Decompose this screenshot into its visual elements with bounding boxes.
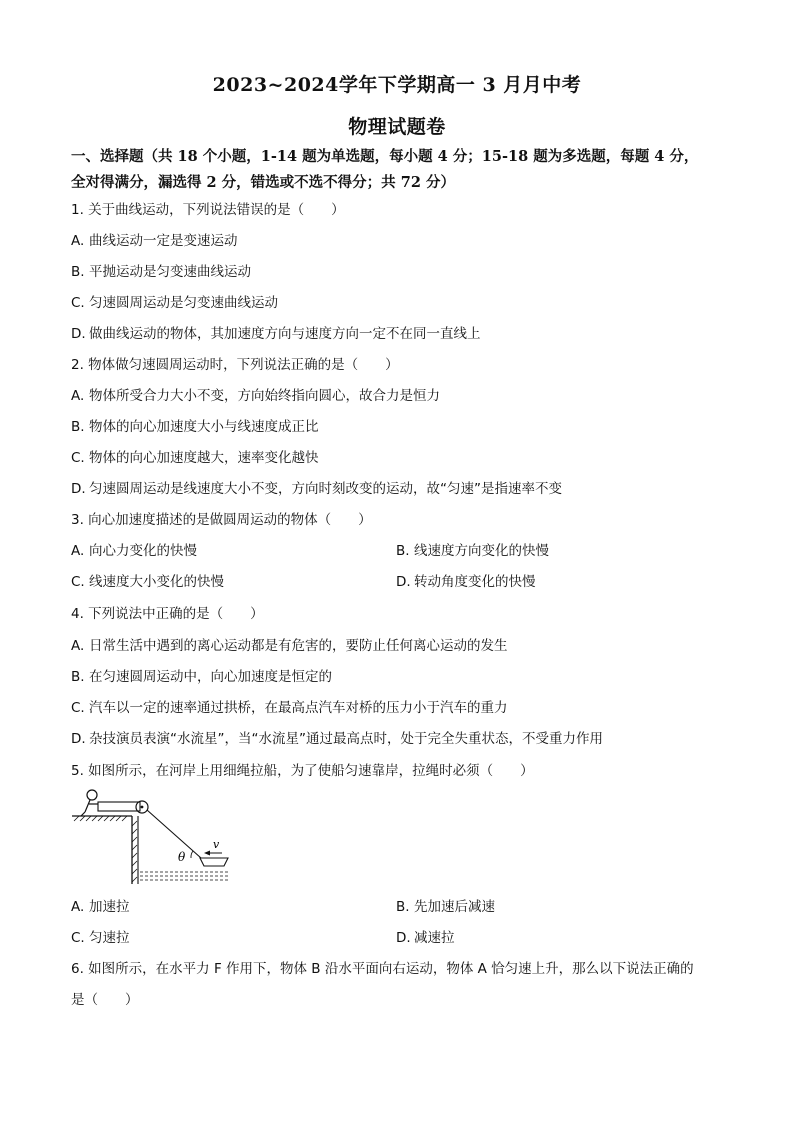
question-5-option-b bbox=[396, 897, 495, 917]
option-text: 物体的向心加速度越大，速率变化越快 bbox=[89, 450, 319, 466]
question-1-stem: 1. 关于曲线运动，下列说法错误的是（ ） bbox=[71, 202, 345, 218]
rope-winch bbox=[98, 802, 140, 811]
option-text: 向心力变化的快慢 bbox=[89, 543, 197, 559]
option-letter: D. bbox=[71, 481, 86, 497]
question-2-option-c bbox=[71, 448, 319, 468]
person-body bbox=[85, 800, 90, 812]
option-letter: B. bbox=[71, 669, 85, 685]
option-text: 匀速拉 bbox=[89, 930, 130, 946]
velocity-arrowhead bbox=[204, 851, 210, 856]
option-letter: A. bbox=[71, 388, 85, 404]
question-1-option-b bbox=[71, 262, 251, 282]
option-text: 转动角度变化的快慢 bbox=[414, 574, 536, 590]
question-5-option-d bbox=[396, 928, 455, 948]
option-text: 平抛运动是匀变速曲线运动 bbox=[89, 264, 251, 280]
option-text: 杂技演员表演“水流星”，当“水流星”通过最高点时，处于完全失重状态，不受重力作用 bbox=[89, 731, 603, 747]
question-3-stem: 3. 向心加速度描述的是做圆周运动的物体（ ） bbox=[71, 512, 372, 528]
section-heading-line-2: 全对得满分，漏选得 2 分，错选或不选不得分；共 72 分） bbox=[71, 174, 455, 191]
wall-hatch bbox=[132, 821, 137, 882]
question-3-option-a bbox=[71, 541, 197, 561]
question-6-stem-line-1: 6. 如图所示，在水平力 F 作用下，物体 B 沿水平面向右运动，物体 A 恰匀速上升，那么以下说法正确的 bbox=[71, 961, 694, 977]
option-text: 减速拉 bbox=[414, 930, 455, 946]
option-text: 做曲线运动的物体，其加速度方向与速度方向一定不在同一直线上 bbox=[89, 326, 481, 342]
option-text: 加速拉 bbox=[89, 899, 130, 915]
question-5-stem: 5. 如图所示，在河岸上用细绳拉船，为了使船匀速靠岸，拉绳时必须（ ） bbox=[71, 763, 534, 779]
question-6-stem-line-2: 是（ ） bbox=[71, 992, 139, 1008]
river-boat-figure bbox=[70, 786, 230, 888]
question-2-option-a bbox=[71, 386, 440, 406]
option-letter: D. bbox=[396, 930, 411, 946]
option-letter: A. bbox=[71, 233, 85, 249]
boat bbox=[200, 858, 228, 866]
option-text: 匀速圆周运动是匀变速曲线运动 bbox=[89, 295, 278, 311]
question-3-option-d bbox=[396, 572, 536, 592]
question-4-stem: 4. 下列说法中正确的是（ ） bbox=[71, 606, 264, 622]
pulley-axle bbox=[141, 806, 144, 809]
option-letter: C. bbox=[71, 574, 85, 590]
question-1-option-a bbox=[71, 231, 238, 251]
question-1-option-c bbox=[71, 293, 278, 313]
question-2-option-d bbox=[71, 479, 562, 499]
option-letter: B. bbox=[71, 264, 85, 280]
option-text: 物体所受合力大小不变，方向始终指向圆心，故合力是恒力 bbox=[89, 388, 440, 404]
river-boat-diagram bbox=[70, 786, 230, 888]
option-letter: B. bbox=[396, 899, 410, 915]
question-4-option-b bbox=[71, 667, 332, 687]
option-text: 日常生活中遇到的离心运动都是有危害的，要防止任何离心运动的发生 bbox=[89, 638, 508, 654]
question-4-option-c bbox=[71, 698, 508, 718]
question-3-option-c bbox=[71, 572, 224, 592]
option-letter: D. bbox=[396, 574, 411, 590]
question-4-option-d bbox=[71, 729, 603, 749]
question-4-option-a bbox=[71, 636, 508, 656]
theta-arc bbox=[191, 851, 193, 858]
question-1-option-d bbox=[71, 324, 481, 344]
option-letter: C. bbox=[71, 700, 85, 716]
option-letter: C. bbox=[71, 295, 85, 311]
option-letter: D. bbox=[71, 326, 86, 342]
option-text: 物体的向心加速度大小与线速度成正比 bbox=[89, 419, 319, 435]
question-2-stem: 2. 物体做匀速圆周运动时，下列说法正确的是（ ） bbox=[71, 357, 399, 373]
option-letter: A. bbox=[71, 899, 85, 915]
option-letter: A. bbox=[71, 638, 85, 654]
rope bbox=[147, 810, 201, 858]
exam-subtitle: 物理试题卷 bbox=[348, 116, 446, 138]
theta-label: θ bbox=[178, 850, 186, 864]
question-2-option-b bbox=[71, 417, 319, 437]
exam-title: 2023~2024学年下学期高一 3 月月中考 bbox=[212, 74, 582, 96]
velocity-label: v bbox=[213, 838, 220, 851]
option-letter: C. bbox=[71, 930, 85, 946]
option-letter: D. bbox=[71, 731, 86, 747]
option-text: 线速度大小变化的快慢 bbox=[89, 574, 224, 590]
option-text: 匀速圆周运动是线速度大小不变，方向时刻改变的运动，故“匀速”是指速率不变 bbox=[89, 481, 562, 497]
option-letter: A. bbox=[71, 543, 85, 559]
water-lines bbox=[140, 872, 228, 880]
option-letter: B. bbox=[396, 543, 410, 559]
option-letter: C. bbox=[71, 450, 85, 466]
section-heading-line-1: 一、选择题（共 18 个小题，1-14 题为单选题，每小题 4 分；15-18 题为多选题，每题 4 分， bbox=[71, 148, 699, 165]
option-letter: B. bbox=[71, 419, 85, 435]
option-text: 曲线运动一定是变速运动 bbox=[89, 233, 238, 249]
question-5-option-a bbox=[71, 897, 130, 917]
person-head bbox=[87, 790, 97, 800]
question-5-option-c bbox=[71, 928, 130, 948]
bank-hatch bbox=[74, 816, 127, 821]
question-3-option-b bbox=[396, 541, 549, 561]
option-text: 汽车以一定的速率通过拱桥，在最高点汽车对桥的压力小于汽车的重力 bbox=[89, 700, 508, 716]
option-text: 先加速后减速 bbox=[414, 899, 495, 915]
option-text: 在匀速圆周运动中，向心加速度是恒定的 bbox=[89, 669, 332, 685]
option-text: 线速度方向变化的快慢 bbox=[414, 543, 549, 559]
